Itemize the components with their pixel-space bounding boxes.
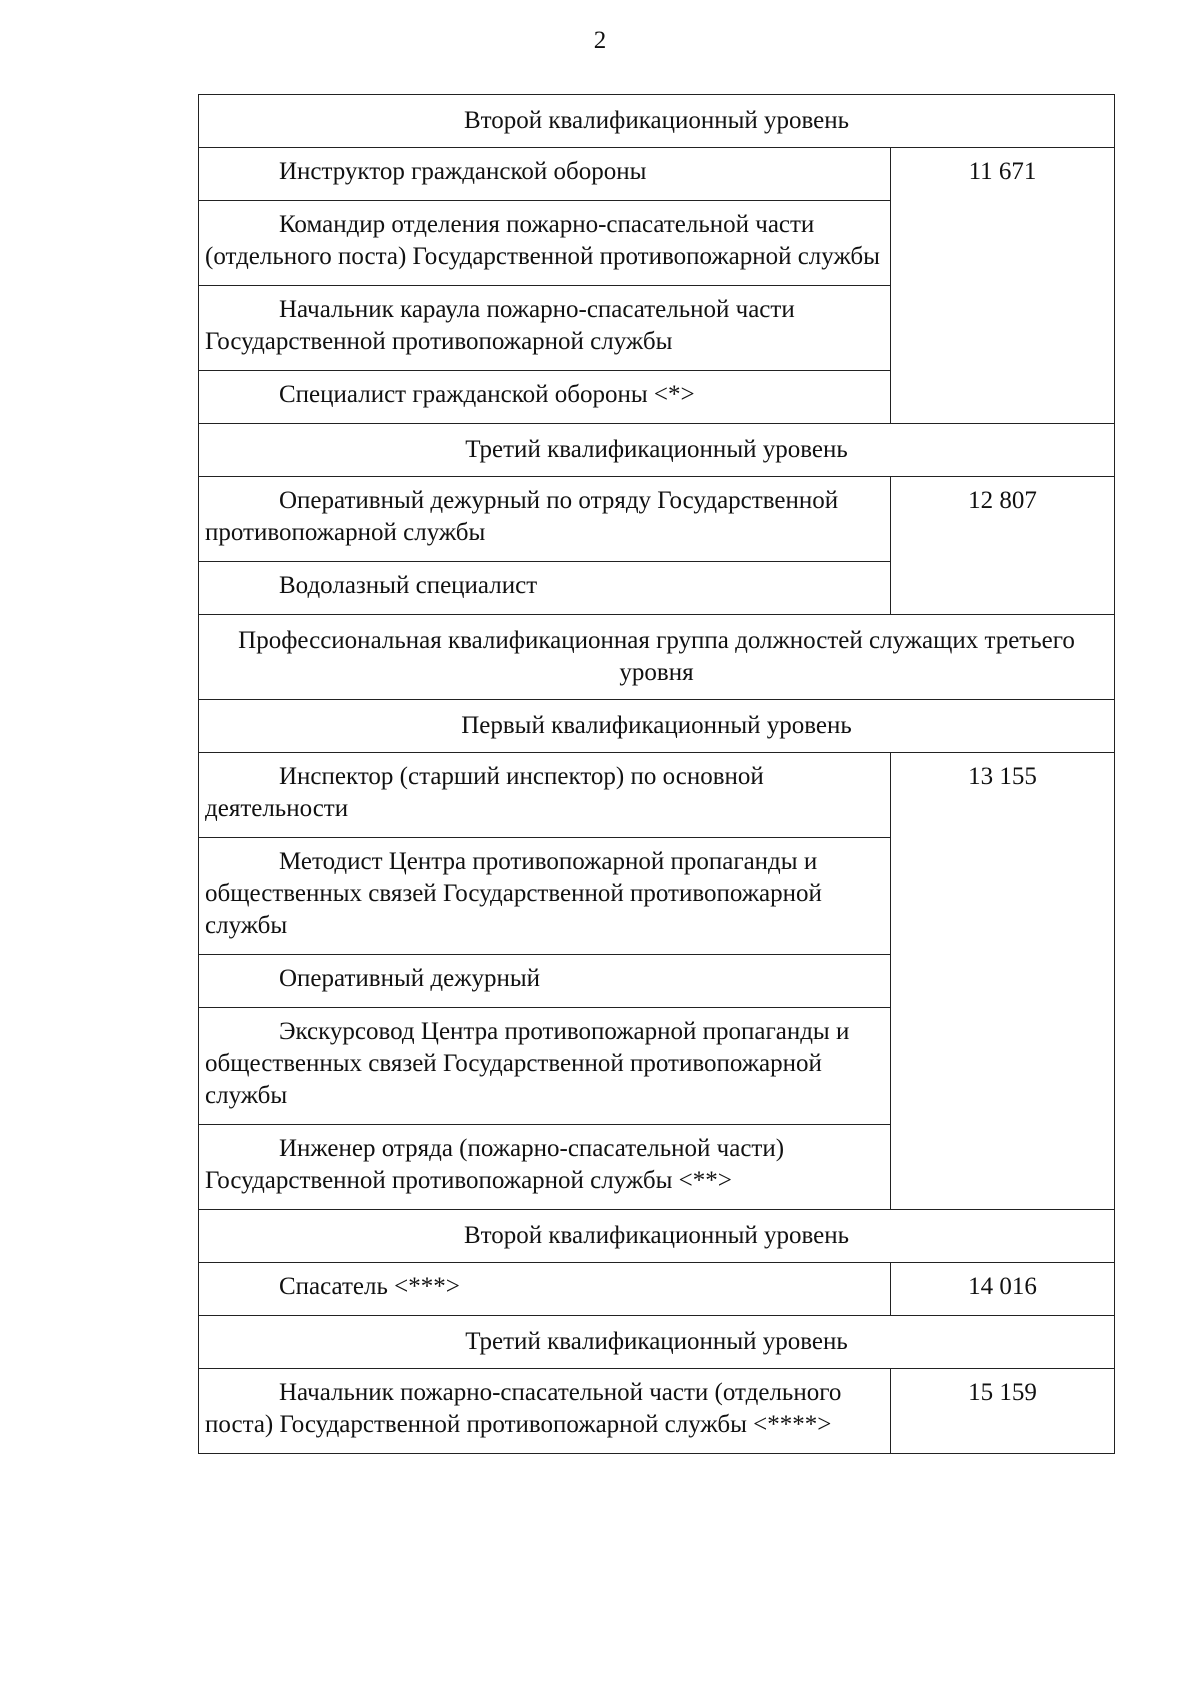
table-row: [199, 1369, 1115, 1454]
qualification-group-heading: Профессиональная квалификационная группа должностей служащих третьего уровня: [199, 615, 1115, 700]
salary-amount-cell: 14 016: [891, 1263, 1115, 1316]
salary-table: [198, 94, 1115, 1454]
qualification-level-heading: Второй квалификационный уровень: [199, 95, 1115, 148]
table-row: [199, 1210, 1115, 1263]
position-cell: Водолазный специалист: [199, 562, 891, 615]
table-row: [199, 753, 1115, 838]
table-row: [199, 1316, 1115, 1369]
qualification-level-heading: Первый квалификационный уровень: [199, 700, 1115, 753]
qualification-level-heading: Второй квалификационный уровень: [199, 1210, 1115, 1263]
position-cell: Начальник пожарно-спасательной части (отдельного поста) Государственной противопожарной службы <****>: [199, 1369, 891, 1454]
table-row: [199, 95, 1115, 148]
position-cell: Инспектор (старший инспектор) по основной деятельности: [199, 753, 891, 838]
table-row: [199, 148, 1115, 201]
salary-amount-cell: 15 159: [891, 1369, 1115, 1454]
table-row: [199, 615, 1115, 700]
position-cell: Инженер отряда (пожарно-спасательной части) Государственной противопожарной службы <**>: [199, 1125, 891, 1210]
page-number: 2: [593, 27, 607, 54]
position-cell: Командир отделения пожарно-спасательной части (отдельного поста) Государственной противопожарной службы: [199, 201, 891, 286]
position-cell: Оперативный дежурный: [199, 955, 891, 1008]
table-row: [199, 477, 1115, 562]
position-cell: Оперативный дежурный по отряду Государственной противопожарной службы: [199, 477, 891, 562]
table-row: [199, 1263, 1115, 1316]
position-cell: Начальник караула пожарно-спасательной части Государственной противопожарной службы: [199, 286, 891, 371]
salary-amount-cell: 11 671: [891, 148, 1115, 424]
salary-amount-cell: 13 155: [891, 753, 1115, 1210]
position-cell: Инструктор гражданской обороны: [199, 148, 891, 201]
position-cell: Экскурсовод Центра противопожарной пропаганды и общественных связей Государственной противопожарной службы: [199, 1008, 891, 1125]
position-cell: Методист Центра противопожарной пропаганды и общественных связей Государственной противопожарной службы: [199, 838, 891, 955]
salary-amount-cell: 12 807: [891, 477, 1115, 615]
position-cell: Специалист гражданской обороны <*>: [199, 371, 891, 424]
position-cell: Спасатель <***>: [199, 1263, 891, 1316]
qualification-level-heading: Третий квалификационный уровень: [199, 1316, 1115, 1369]
table-row: [199, 424, 1115, 477]
qualification-level-heading: Третий квалификационный уровень: [199, 424, 1115, 477]
table-row: [199, 700, 1115, 753]
